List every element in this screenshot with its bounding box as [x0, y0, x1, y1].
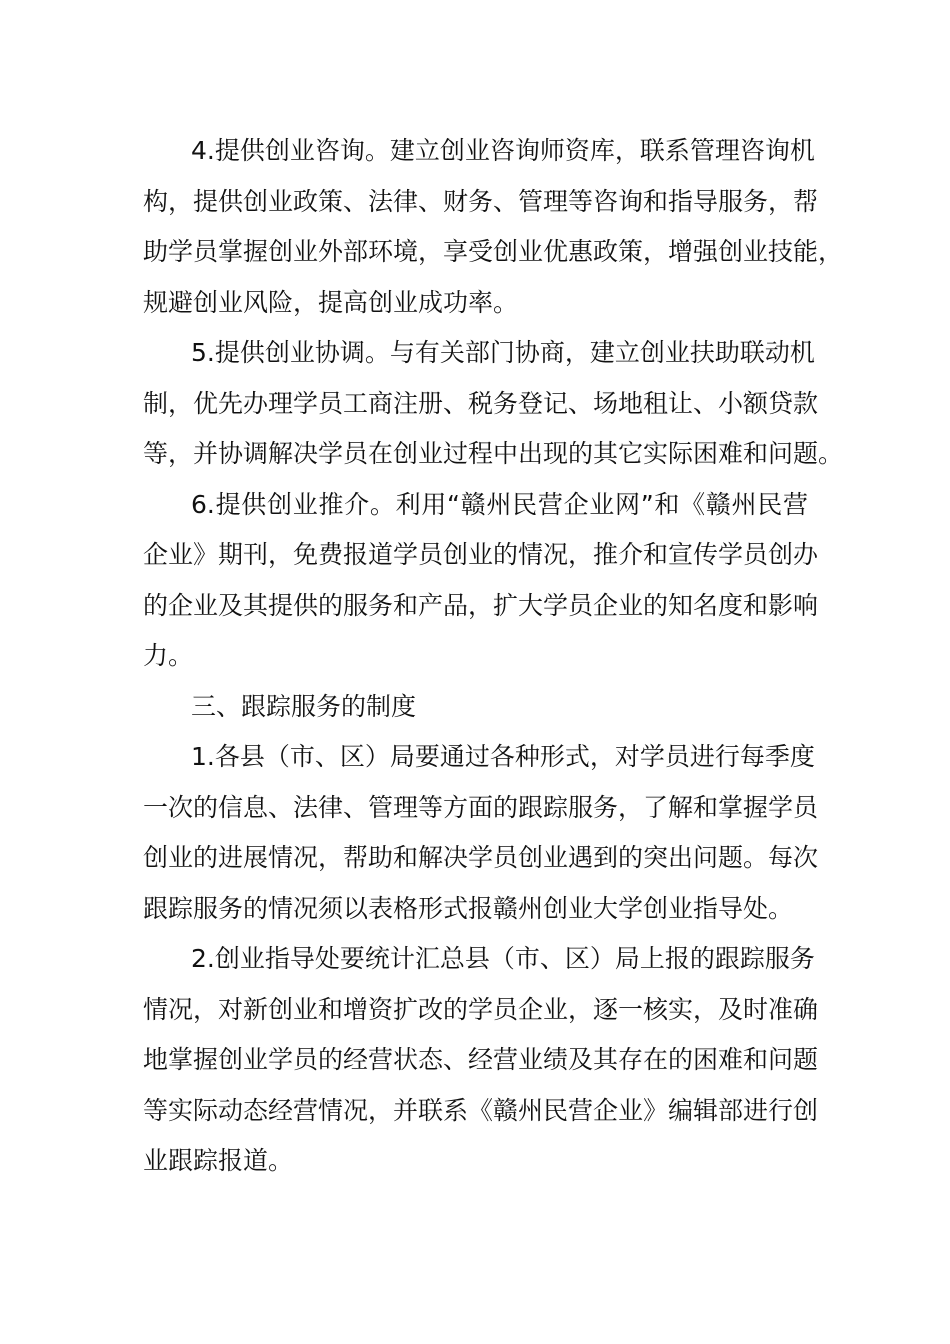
text-line: 企业》期刊，免费报道学员创业的情况，推介和宣传学员创办: [143, 540, 819, 569]
text-line: 构，提供创业政策、法律、财务、管理等咨询和指导服务，帮: [143, 186, 819, 216]
text-line: 的企业及其提供的服务和产品，扩大学员企业的知名度和影响: [143, 590, 819, 620]
text-line: 助学员掌握创业外部环境，享受创业优惠政策，增强创业技能，: [143, 237, 844, 266]
text-line: 制，优先办理学员工商注册、税务登记、场地租让、小额贷款: [143, 388, 819, 418]
text-line: 等，并协调解决学员在创业过程中出现的其它实际困难和问题。: [143, 439, 844, 468]
text-line: 规避创业风险，提高创业成功率。: [143, 287, 519, 317]
text-line: 业跟踪报道。: [143, 1146, 294, 1175]
text-line: 6.提供创业推介。利用“赣州民营企业网”和《赣州民营: [191, 489, 808, 519]
text-line: 创业的进展情况，帮助和解决学员创业遇到的突出问题。每次: [143, 843, 819, 872]
text-line: 4.提供创业咨询。建立创业咨询师资库，联系管理咨询机: [191, 136, 815, 165]
section-heading: 三、跟踪服务的制度: [191, 691, 417, 721]
text-line: 等实际动态经营情况，并联系《赣州民营企业》编辑部进行创: [143, 1095, 819, 1125]
text-line: 力。: [143, 641, 194, 670]
text-line: 一次的信息、法律、管理等方面的跟踪服务，了解和掌握学员: [143, 792, 819, 822]
text-line: 情况，对新创业和增资扩改的学员企业，逐一核实，及时准确: [143, 994, 819, 1024]
text-line: 1.各县（市、区）局要通过各种形式，对学员进行每季度: [191, 742, 815, 771]
text-line: 5.提供创业协调。与有关部门协商，建立创业扶助联动机: [191, 338, 815, 367]
text-line: 2.创业指导处要统计汇总县（市、区）局上报的跟踪服务: [191, 944, 815, 973]
document-body: [143, 126, 844, 1187]
text-line: 地掌握创业学员的经营状态、经营业绩及其存在的困难和问题: [143, 1045, 819, 1074]
text-line: 跟踪服务的情况须以表格形式报赣州创业大学创业指导处。: [143, 893, 794, 923]
